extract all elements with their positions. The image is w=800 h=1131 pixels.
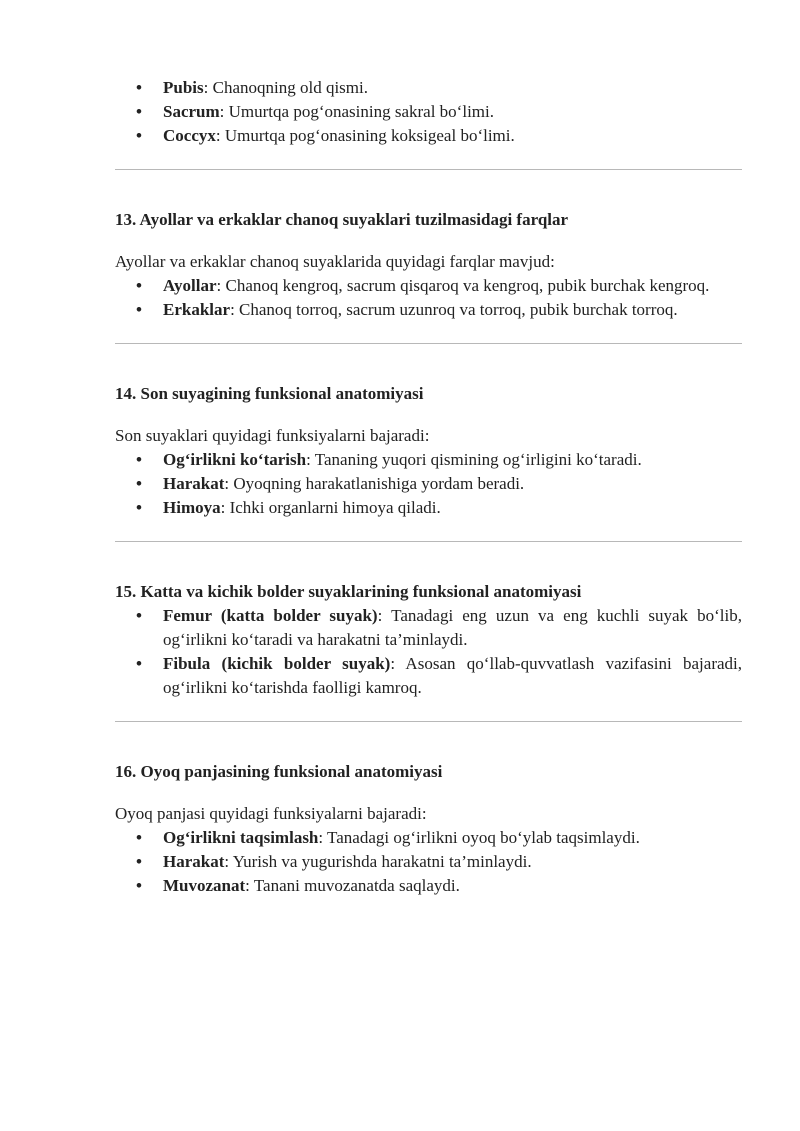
bullet-icon: • — [136, 102, 142, 121]
list-item-text: : Tanadagi og‘irlikni oyoq bo‘ylab taqsimlaydi. — [318, 828, 640, 847]
section-intro-14: Son suyaklari quyidagi funksiyalarni bajaradi: — [115, 426, 430, 445]
section-divider — [115, 541, 742, 542]
list-item-term: Erkaklar — [163, 300, 231, 319]
list-item — [115, 472, 742, 496]
list-item-term: Femur (katta bolder suyak) — [163, 606, 378, 625]
section-intro-16: Oyoq panjasi quyidagi funksiyalarni bajaradi: — [115, 804, 427, 823]
section-title-16: 16. Oyoq panjasining funksional anatomiyasi — [115, 762, 443, 781]
list-item — [115, 100, 742, 124]
section-title-15: 15. Katta va kichik bolder suyaklarining funksional anatomiyasi — [115, 582, 582, 601]
list-item-text: : Oyoqning harakatlanishiga yordam beradi. — [224, 474, 525, 493]
list-item-text: : Tanadagi eng uzun va eng kuchli suyak bo‘lib, og‘irlikni ko‘taradi va harakatni ta’minlaydi. — [163, 606, 743, 649]
section-intro-13: Ayollar va erkaklar chanoq suyaklarida quyidagi farqlar mavjud: — [115, 252, 555, 271]
list-item-term: Harakat — [163, 474, 225, 493]
top-bullet-list — [115, 76, 742, 148]
list-item-text: : Umurtqa pog‘onasining sakral bo‘limi. — [219, 102, 494, 121]
bullet-icon: • — [136, 876, 142, 895]
section-title-13: 13. Ayollar va erkaklar chanoq suyaklari tuzilmasidagi farqlar — [115, 210, 569, 229]
section-list-13 — [115, 274, 742, 322]
list-item-term: Sacrum — [163, 102, 220, 121]
list-item-text: : Asosan qo‘llab-quvvatlash vazifasini bajaradi, og‘irlikni ko‘tarishda faolligi kamroq. — [163, 654, 742, 697]
bullet-icon: • — [136, 654, 142, 673]
bullet-icon: • — [136, 498, 142, 517]
bullet-icon: • — [136, 828, 142, 847]
bullet-icon: • — [136, 852, 142, 871]
list-item — [115, 274, 742, 298]
list-item — [115, 604, 742, 652]
list-item-term: Pubis — [163, 78, 204, 97]
list-item-text: : Chanoq torroq, sacrum uzunroq va torroq, pubik burchak torroq. — [230, 300, 678, 319]
section-title-14: 14. Son suyagining funksional anatomiyasi — [115, 384, 424, 403]
list-item-term: Og‘irlikni ko‘tarish — [163, 450, 307, 469]
list-item — [115, 850, 742, 874]
list-item-text: : Tanani muvozanatda saqlaydi. — [245, 876, 460, 895]
list-item-term: Og‘irlikni taqsimlash — [163, 828, 319, 847]
list-item-text: : Ichki organlarni himoya qiladi. — [220, 498, 441, 517]
section-list-14 — [115, 448, 742, 520]
list-item — [115, 874, 742, 898]
list-item-text: : Chanoqning old qismi. — [203, 78, 368, 97]
list-item-text: : Yurish va yugurishda harakatni ta’minlaydi. — [224, 852, 532, 871]
bullet-icon: • — [136, 300, 142, 319]
list-item — [115, 298, 742, 322]
list-item — [115, 826, 742, 850]
list-item-text: : Tananing yuqori qismining og‘irligini ko‘taradi. — [306, 450, 642, 469]
bullet-icon: • — [136, 126, 142, 145]
list-item-text: : Chanoq kengroq, sacrum qisqaroq va kengroq, pubik burchak kengroq. — [216, 276, 710, 295]
list-item-term: Coccyx — [163, 126, 216, 145]
list-item — [115, 124, 742, 148]
list-item — [115, 448, 742, 472]
section-divider — [115, 343, 742, 344]
list-item — [115, 496, 742, 520]
list-item-term: Harakat — [163, 852, 225, 871]
bullet-icon: • — [136, 276, 142, 295]
section-divider — [115, 169, 742, 170]
list-item-term: Fibula (kichik bolder suyak) — [163, 654, 391, 673]
section-divider — [115, 721, 742, 722]
bullet-icon: • — [136, 606, 142, 625]
list-item-term: Himoya — [163, 498, 221, 517]
list-item-term: Ayollar — [163, 276, 217, 295]
bullet-icon: • — [136, 450, 142, 469]
list-item-text: : Umurtqa pog‘onasining koksigeal bo‘limi. — [215, 126, 515, 145]
list-item — [115, 76, 742, 100]
section-list-16 — [115, 826, 742, 898]
bullet-icon: • — [136, 78, 142, 97]
section-list-15 — [115, 604, 742, 700]
document-page — [115, 76, 742, 898]
list-item-term: Muvozanat — [163, 876, 246, 895]
bullet-icon: • — [136, 474, 142, 493]
list-item — [115, 652, 742, 700]
